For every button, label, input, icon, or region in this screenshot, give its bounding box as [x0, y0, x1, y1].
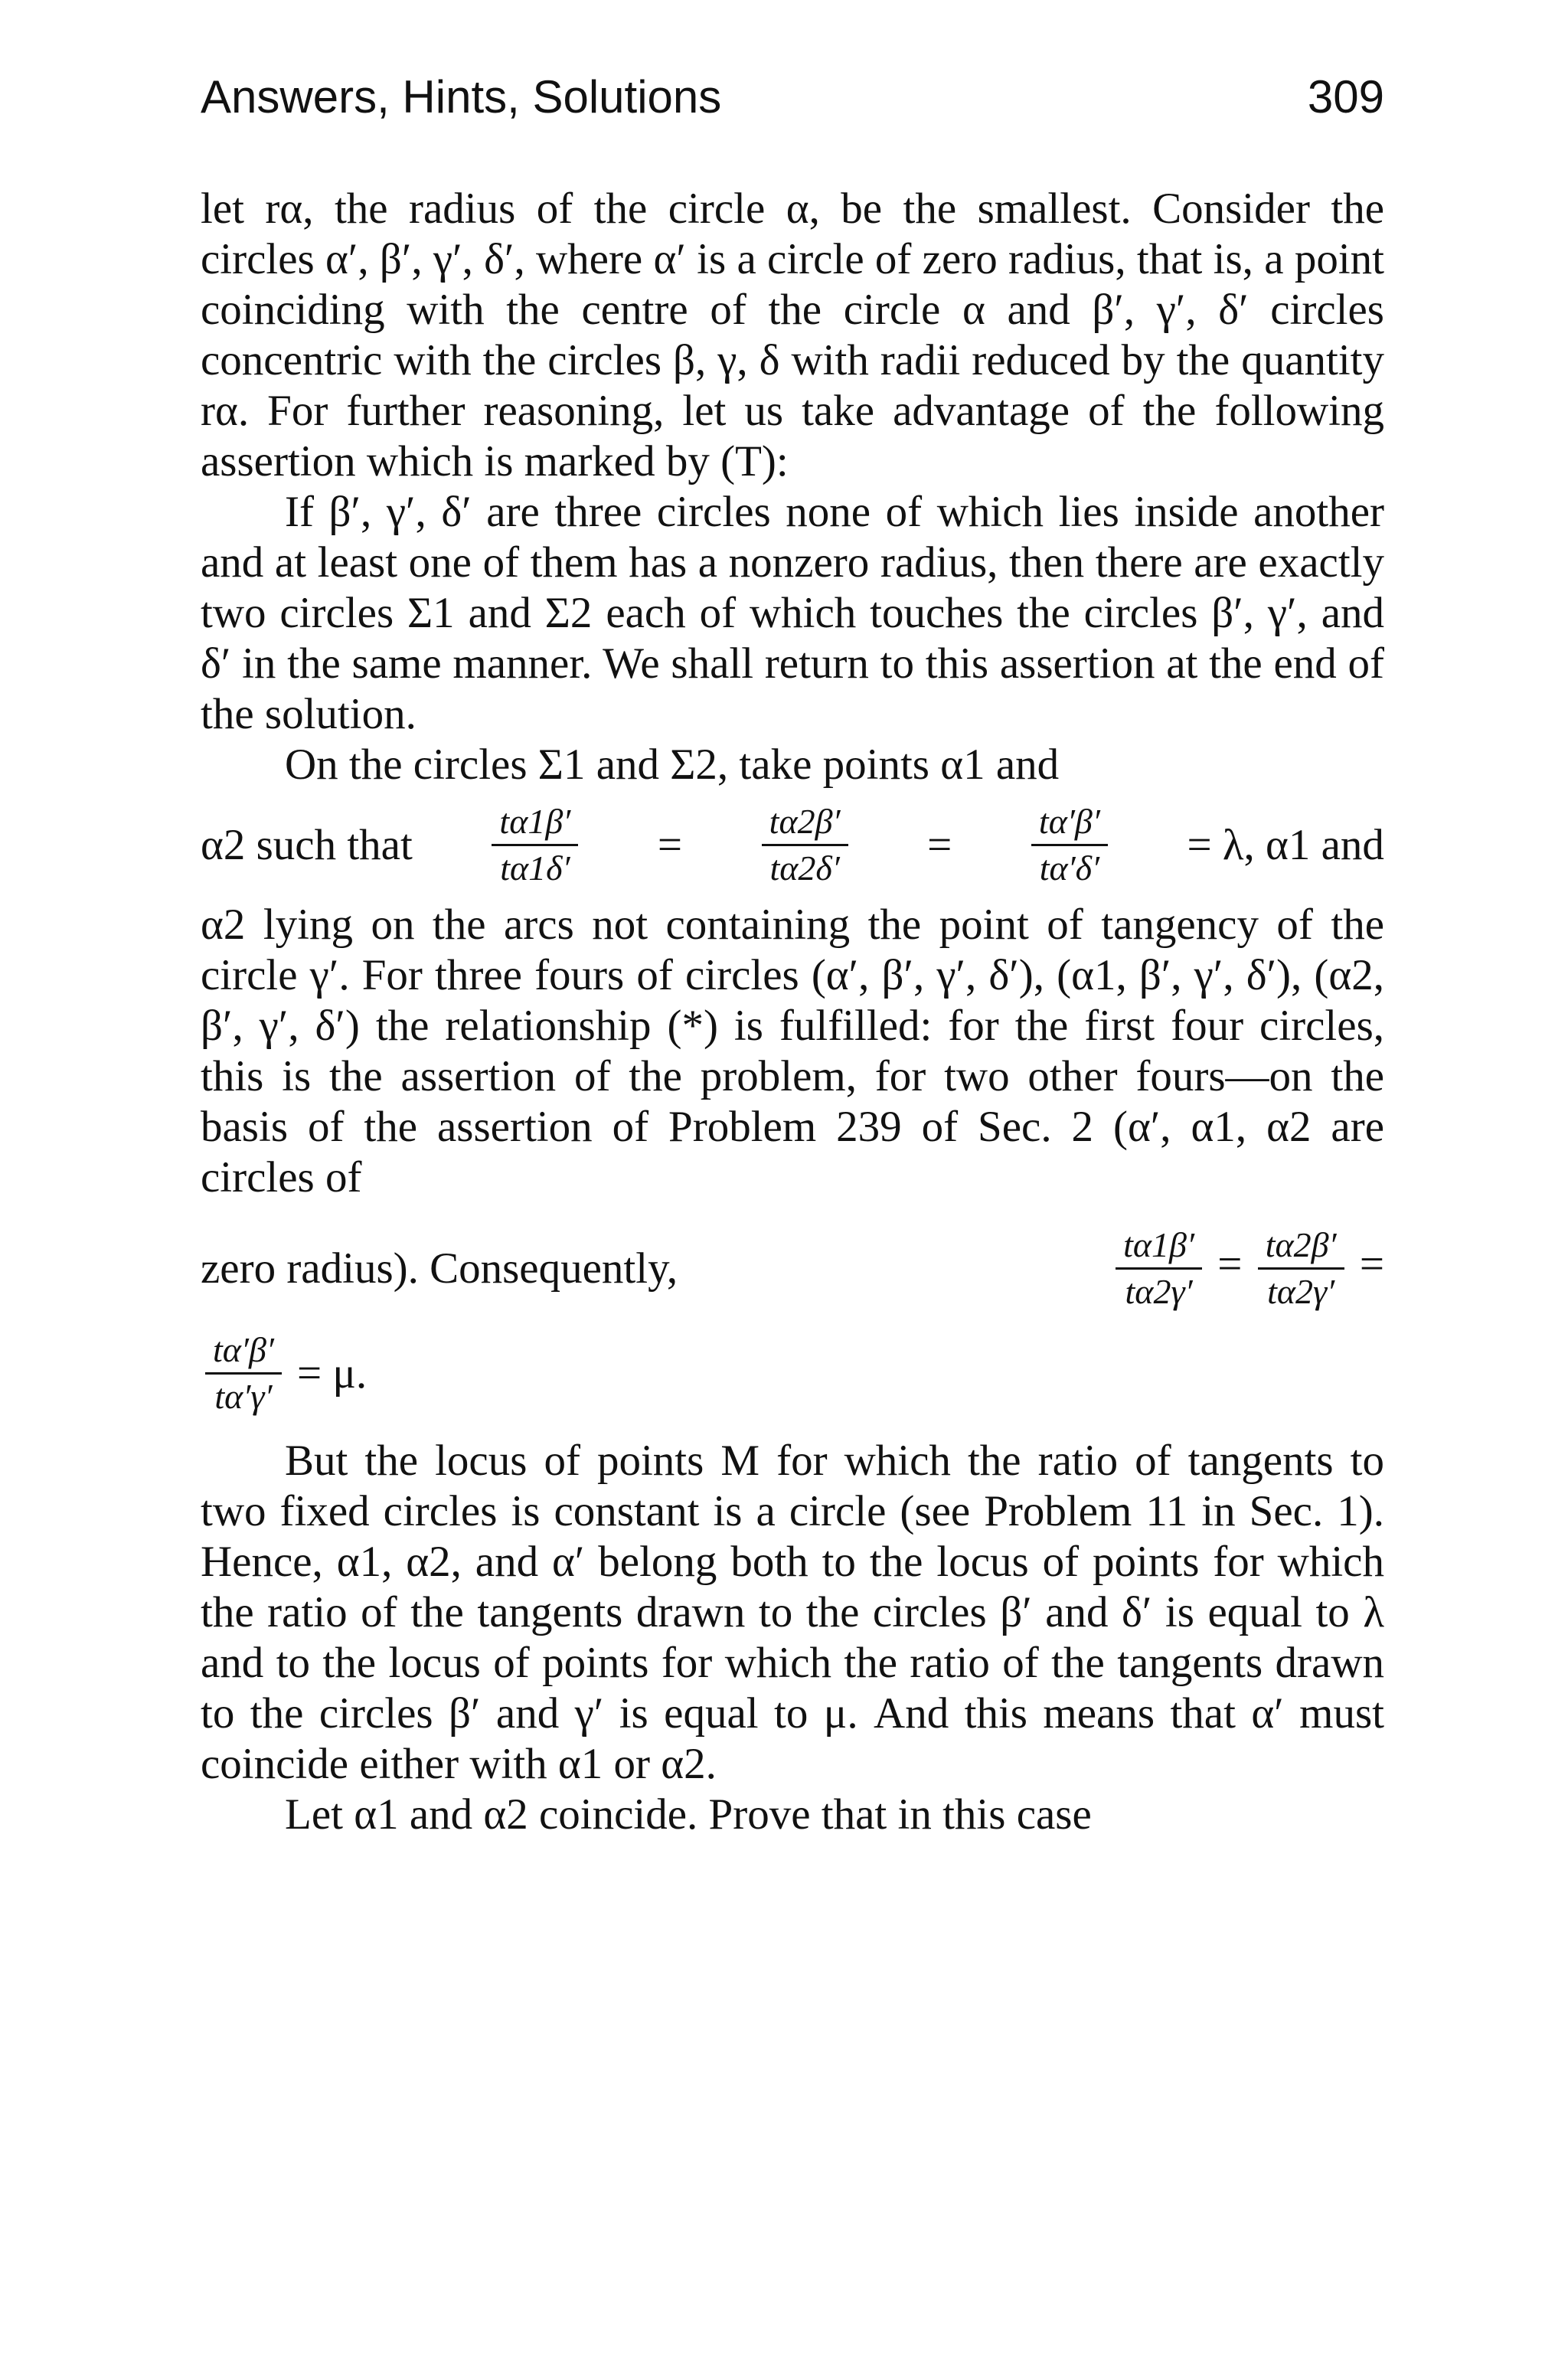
body-text	[201, 184, 1384, 1840]
fraction-6-denominator: tα′γ′	[214, 1377, 273, 1416]
equation-mu-lead: zero radius). Consequently,	[201, 1244, 678, 1293]
fraction-1-numerator: tα1β′	[492, 799, 578, 846]
paragraph-1: let rα, the radius of the circle α, be the smallest. Consider the circles α′, β′, γ′, δ′, where α′ is a circle of zero radius, that is, a point coinciding with the centre of the circle α and β′, γ′, δ′ circles concentric with the circles β, γ, δ with radii reduced by the quantity rα. For further reasoning, let us take advantage of the following assertion which is marked by (T):	[201, 185, 1384, 485]
fraction-4-denominator: tα2γ′	[1125, 1272, 1193, 1311]
fraction-3-denominator: tα′δ′	[1039, 848, 1100, 888]
paragraph-locus: But the locus of points M for which the ratio of tangents to two fixed circles is constant is a circle (see Problem 11 in Sec. 1). Hence, α1, α2, and α′ belong both to the locus of points for which the ratio of the tangents drawn to the circles β′ and δ′ is equal to λ and to the locus of points for which the ratio of the tangents drawn to the circles β′ and γ′ is equal to μ. And this means that α′ must coincide either with α1 or α2.	[201, 1437, 1384, 1788]
page-number: 309	[1307, 71, 1384, 123]
equals-sign-4: =	[1359, 1240, 1384, 1289]
fraction-3-numerator: tα′β′	[1031, 799, 1108, 846]
fraction-2-numerator: tα2β′	[762, 799, 848, 846]
paragraph-3-rest: α2 lying on the arcs not containing the point of tangency of the circle γ′. For three fours of circles (α′, β′, γ′, δ′), (α1, β′, γ′, δ′), (α2, β′, γ′, δ′) the relationship (*) is fulfilled: for the first four circles, this is the assertion of the problem, for two other fours—on the basis of the assertion of Problem 239 of Sec. 2 (α′, α1, α2 are circles of	[201, 901, 1384, 1201]
equation-lambda	[201, 799, 1384, 891]
fraction-2-denominator: tα2δ′	[769, 848, 840, 888]
equation-mu-continued	[201, 1328, 1384, 1419]
running-header	[201, 70, 1384, 123]
equals-sign-3: =	[1217, 1240, 1243, 1289]
paragraph-final: Let α1 and α2 coincide. Prove that in this case	[285, 1790, 1092, 1839]
equals-sign-2: =	[927, 820, 952, 869]
fraction-4-numerator: tα1β′	[1116, 1223, 1202, 1270]
equation-mu-fractions	[1111, 1223, 1384, 1314]
equals-sign-1: =	[657, 820, 683, 869]
paragraph-3-start: On the circles Σ1 and Σ2, take points α1 and	[285, 740, 1060, 789]
fraction-3	[1031, 799, 1108, 891]
fraction-4	[1116, 1223, 1202, 1314]
fraction-6	[205, 1328, 282, 1419]
running-title: Answers, Hints, Solutions	[201, 71, 722, 123]
equation-mu-line	[201, 1223, 1384, 1314]
fraction-5-denominator: tα2γ′	[1267, 1272, 1335, 1311]
equation-lambda-lead: α2 such that	[201, 820, 413, 869]
paragraph-assertion-t: If β′, γ′, δ′ are three circles none of which lies inside another and at least one of them has a nonzero radius, then there are exactly two circles Σ1 and Σ2 each of which touches the circles β′, γ′, and δ′ in the same manner. We shall return to this assertion at the end of the solution.	[201, 488, 1384, 738]
fraction-6-numerator: tα′β′	[205, 1328, 282, 1375]
fraction-5-numerator: tα2β′	[1258, 1223, 1344, 1270]
equation-lambda-tail: = λ, α1 and	[1187, 820, 1384, 869]
fraction-2	[762, 799, 848, 891]
fraction-1	[492, 799, 578, 891]
equation-mu-tail: = μ.	[296, 1349, 368, 1398]
fraction-5	[1258, 1223, 1344, 1314]
fraction-1-denominator: tα1δ′	[500, 848, 570, 888]
